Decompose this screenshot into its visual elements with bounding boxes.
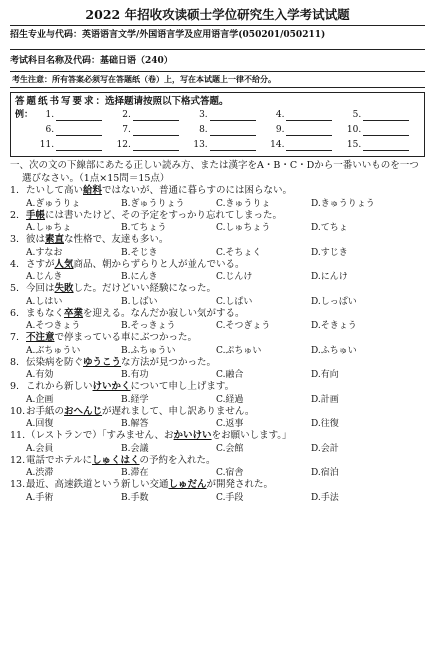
option-row	[10, 198, 425, 210]
option-a: A.しはい	[26, 296, 63, 307]
option-row	[10, 320, 425, 332]
question-text	[26, 479, 273, 492]
example-cell	[113, 108, 190, 123]
option-d: D.しっぱい	[311, 296, 357, 307]
option-b: B.有功	[121, 370, 149, 380]
question-text	[26, 357, 216, 370]
option-a: A.手術	[26, 492, 54, 503]
question-text	[26, 283, 216, 296]
example-cell	[343, 108, 420, 123]
underlined-term: おへんじ	[64, 405, 103, 417]
question-number: 1.	[10, 185, 20, 196]
underlined-term: 不注意	[26, 332, 55, 343]
question-text	[26, 308, 245, 321]
option-b: B.手数	[121, 492, 149, 503]
question-text-part: たいして高い	[26, 185, 84, 196]
option-b: B.解答	[121, 419, 149, 429]
option-a: A.そつきょう	[26, 321, 81, 331]
question-stem	[10, 455, 425, 468]
answer-format-label-rest: ：选择题请按照以下格式答题。	[95, 96, 229, 107]
question-item	[6, 479, 429, 504]
answer-blank	[363, 125, 409, 136]
option-d: D.きゅうりょう	[311, 198, 375, 209]
answer-format-box	[10, 92, 425, 157]
example-cell	[266, 138, 343, 153]
option-row	[10, 369, 425, 381]
option-d: D.ふちゅい	[311, 345, 357, 356]
option-b: B.ぎゅうりょう	[121, 198, 185, 209]
example-cell	[36, 108, 113, 123]
option-b: B.ふちゅうい	[121, 345, 176, 356]
example-cell	[190, 108, 267, 123]
example-number: 9.	[275, 125, 285, 135]
option-b: B.そじき	[121, 247, 158, 258]
answer-blank	[133, 140, 179, 151]
example-number: 13.	[193, 140, 208, 150]
example-cell	[266, 123, 343, 138]
question-text	[26, 234, 168, 247]
exam-title: 2022 年招收攻读硕士学位研究生入学考试试题	[85, 7, 350, 22]
question-stem	[10, 234, 425, 247]
question-text	[26, 406, 254, 419]
question-item	[6, 430, 429, 455]
major-line: 招生专业与代码：英语语言文学/外国语言学及应用语言学(050201/050211)	[10, 30, 326, 40]
question-item	[6, 381, 429, 406]
option-b: B.経学	[121, 394, 149, 405]
option-c: C.そちょく	[216, 247, 262, 258]
option-a: A.会員	[26, 443, 54, 454]
option-c: C.融合	[216, 370, 244, 380]
question-text-part: が開発された。	[206, 479, 274, 490]
option-a: A.じんき	[26, 272, 63, 282]
underlined-term: しゅだん	[168, 479, 207, 490]
answer-blank	[56, 140, 102, 151]
option-d: D.往復	[311, 419, 339, 429]
question-text	[26, 381, 234, 394]
option-a: A.回復	[26, 419, 54, 429]
question-text-part: ではないが、普通に暮らすのには困らない。	[102, 185, 293, 196]
question-list	[6, 185, 429, 504]
example-row	[15, 138, 420, 153]
question-text	[26, 332, 197, 345]
example-cell	[190, 123, 267, 138]
option-row	[10, 418, 425, 430]
option-c: C.そつぎょう	[216, 321, 271, 331]
example-number: 2.	[122, 110, 131, 120]
example-number: 11.	[39, 140, 55, 150]
subject-line: 考试科目名称及代码：基础日语（240）	[10, 56, 173, 66]
question-text	[26, 455, 216, 468]
question-text-part: 伝染病を防ぐ	[26, 356, 84, 368]
question-text-part: には書いたけど、その予定をすっかり忘れてしまった。	[45, 209, 282, 221]
answer-format-heading	[15, 93, 420, 108]
option-d: D.すじき	[311, 247, 348, 258]
question-number: 3.	[10, 234, 20, 245]
example-number: 10.	[346, 125, 362, 135]
option-c: C.ぷちゅい	[216, 345, 262, 356]
question-number: 7.	[10, 332, 20, 343]
example-cell	[36, 123, 113, 138]
option-b: B.会議	[121, 443, 149, 454]
answer-blank	[286, 110, 332, 121]
question-text	[26, 185, 292, 198]
answer-blank	[363, 140, 409, 151]
question-text-part: まもなく	[26, 307, 65, 319]
section-instruction-line1: 一、次の文の下線部にあたる正しい読み方、または漢字をA・B・C・Dから一番いいものを一つ	[10, 160, 419, 171]
example-cell	[343, 138, 420, 153]
option-b: B.滞在	[121, 468, 149, 478]
question-text-part: について申し上げます。	[130, 381, 235, 392]
option-row	[10, 345, 425, 357]
option-row	[10, 247, 425, 259]
question-number: 6.	[10, 307, 20, 319]
option-a: A.すなお	[26, 247, 63, 258]
underlined-term: 給料	[83, 185, 103, 196]
example-number: 1.	[45, 110, 55, 120]
underlined-term: 手帳	[26, 209, 46, 221]
question-text-part: これから新しい	[26, 381, 93, 392]
option-d: D.そきょう	[311, 321, 357, 331]
example-row	[15, 108, 420, 123]
option-d: D.計画	[311, 394, 339, 405]
underlined-term: 卒業	[64, 307, 84, 319]
answer-blank	[56, 125, 102, 136]
option-c: C.しぱい	[216, 296, 253, 307]
question-text-part: 電話でホテルに	[26, 454, 93, 466]
option-c: C.じんけ	[216, 272, 253, 282]
option-a: A.企画	[26, 394, 54, 405]
question-text-part: （レストランで）「すみません、お	[26, 430, 174, 441]
underlined-term: けいかく	[92, 381, 131, 392]
question-number: 9.	[10, 381, 20, 392]
question-text-part: 彼は	[26, 234, 46, 245]
answer-blank	[286, 140, 332, 151]
question-number: 8.	[10, 356, 20, 368]
example-number: 3.	[199, 110, 208, 120]
question-stem	[10, 308, 425, 321]
option-b: B.そっきょう	[121, 321, 176, 331]
option-a: A.ぶちゅうい	[26, 345, 81, 356]
example-number: 7.	[122, 125, 131, 135]
example-cell	[190, 138, 267, 153]
underlined-term: 人気	[54, 258, 74, 270]
answer-blank	[210, 125, 256, 136]
option-row	[10, 467, 425, 479]
underlined-term: かいけい	[173, 430, 212, 441]
question-item	[6, 185, 429, 210]
question-item	[6, 210, 429, 235]
option-row	[10, 296, 425, 308]
option-b: B.にんき	[121, 272, 158, 282]
question-item	[6, 308, 429, 333]
underlined-term: しゅくはく	[92, 454, 140, 466]
answer-blank	[363, 110, 409, 121]
question-text-part: した。だけどいい経験になった。	[73, 283, 217, 294]
question-item	[6, 259, 429, 284]
answer-blank	[210, 140, 256, 151]
question-number: 10.	[10, 405, 26, 417]
question-item	[6, 406, 429, 431]
question-number: 4.	[10, 258, 20, 270]
question-text-part: お手紙の	[26, 405, 65, 417]
option-c: C.きゅうりょ	[216, 198, 271, 209]
answer-blank	[133, 110, 179, 121]
option-a: A.有効	[26, 370, 54, 380]
question-text-part: な性格で、友達も多い。	[64, 234, 169, 245]
underlined-term: ゆうこう	[83, 356, 122, 368]
example-label	[15, 138, 36, 153]
example-cell	[343, 123, 420, 138]
question-stem	[10, 430, 425, 443]
option-c: C.会館	[216, 443, 244, 454]
example-number: 8.	[199, 125, 208, 135]
answer-blank	[56, 110, 102, 121]
question-text	[26, 259, 245, 272]
option-d: D.てちょ	[311, 223, 348, 233]
option-b: B.てちょう	[121, 223, 167, 233]
option-a: A.渋滞	[26, 468, 54, 478]
question-item	[6, 357, 429, 382]
example-cell	[36, 138, 113, 153]
example-number: 12.	[116, 140, 131, 150]
option-a: A.ぎゅうりょ	[26, 198, 81, 209]
question-number: 11.	[10, 430, 26, 441]
example-row	[15, 123, 420, 138]
answer-blank	[210, 110, 256, 121]
question-number: 2.	[10, 209, 20, 221]
example-number: 15.	[346, 140, 362, 150]
question-stem	[10, 332, 425, 345]
question-text-part: の予約を入れた。	[139, 454, 216, 466]
example-number: 5.	[352, 110, 362, 120]
example-label: 例：	[15, 110, 34, 120]
example-number: 14.	[270, 140, 285, 150]
question-text-part: で停まっている車にぶつかった。	[54, 332, 198, 343]
question-item	[6, 455, 429, 480]
section-instruction-line2: 選びなさい。（1点×15問＝15点）	[22, 173, 170, 184]
question-stem	[10, 357, 425, 370]
question-item	[6, 332, 429, 357]
option-row	[10, 394, 425, 406]
question-stem	[10, 406, 425, 419]
option-d: D.手法	[311, 492, 339, 503]
option-d: D.宿泊	[311, 468, 339, 478]
question-stem	[10, 479, 425, 492]
option-c: C.宿舎	[216, 468, 244, 478]
question-text	[26, 430, 292, 443]
example-number: 4.	[275, 110, 285, 120]
question-stem	[10, 210, 425, 223]
question-text	[26, 210, 282, 223]
example-number: 6.	[45, 125, 55, 135]
notice: 考生注意：所有答案必须写在答题纸（卷）上，写在本试题上一律不给分。	[10, 71, 425, 88]
question-stem	[10, 259, 425, 272]
question-text-part: が遅れまして、申し訳ありません。	[102, 405, 255, 417]
option-d: D.有向	[311, 370, 339, 380]
question-text-part: な方法が見つかった。	[121, 356, 217, 368]
question-number: 5.	[10, 283, 20, 294]
underlined-term: 失敗	[54, 283, 74, 294]
option-c: C.返事	[216, 419, 244, 429]
question-text-part: 最近、高速鉄道という新しい交通	[26, 479, 169, 490]
question-number: 12.	[10, 454, 26, 466]
question-text-part: を迎える。なんだか寂しい気がする。	[83, 307, 245, 319]
question-stem	[10, 283, 425, 296]
answer-blank	[133, 125, 179, 136]
example-label	[15, 123, 36, 138]
option-row	[10, 271, 425, 283]
question-text-part: さすが	[26, 258, 55, 270]
underlined-term: 素直	[45, 234, 65, 245]
question-text-part: 商品、朝からずらりと人が並んでいる。	[73, 258, 245, 270]
question-stem	[10, 381, 425, 394]
question-text-part: 今回は	[26, 283, 55, 294]
example-cell	[113, 123, 190, 138]
option-row	[10, 492, 425, 504]
example-cell	[266, 108, 343, 123]
question-item	[6, 234, 429, 259]
option-d: D.会計	[311, 443, 339, 454]
option-c: C.経過	[216, 394, 244, 405]
example-cell	[113, 138, 190, 153]
answer-format-label: 答题纸书写要求	[15, 96, 96, 107]
option-row	[10, 222, 425, 234]
section-instruction	[6, 157, 429, 185]
question-number: 13.	[10, 479, 26, 490]
question-stem	[10, 185, 425, 198]
answer-blank	[286, 125, 332, 136]
option-b: B.しばい	[121, 296, 158, 307]
option-a: A.しゅちょ	[26, 223, 72, 233]
option-d: D.にんけ	[311, 272, 348, 282]
question-item	[6, 283, 429, 308]
question-text-part: をお願いします。」	[211, 430, 292, 441]
option-c: C.しゅちょう	[216, 223, 271, 233]
option-c: C.手段	[216, 492, 244, 503]
option-row	[10, 443, 425, 455]
example-grid	[15, 108, 420, 153]
